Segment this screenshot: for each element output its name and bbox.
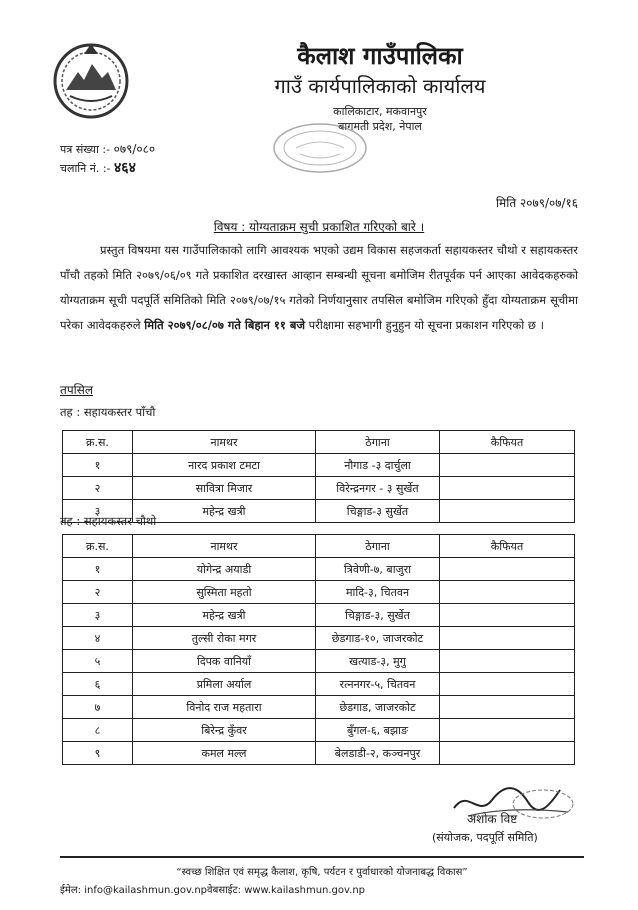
col-address-header: ठेगाना — [316, 535, 440, 558]
table-row — [63, 719, 575, 742]
dispatch-number-label: चलानि नं. :- — [60, 162, 111, 175]
office-name: कैलाश गाउँपालिका — [297, 42, 463, 70]
website-label: वेबसाईट: — [207, 885, 241, 896]
col-remarks-header: कैफियत — [440, 535, 575, 558]
office-stamp — [270, 120, 370, 176]
footer-divider — [60, 856, 584, 858]
letter-date: मिति २०७९/०७/१६ — [495, 196, 578, 210]
cell-remarks — [440, 719, 575, 742]
cell-address: चिङ्गाड-३, सुर्खेत — [316, 604, 440, 627]
cell-name: महेन्द्र खत्री — [133, 500, 316, 523]
cell-remarks — [440, 558, 575, 581]
cell-sn: २ — [63, 477, 133, 500]
notice-body — [60, 238, 578, 338]
cell-address: नौगाड -३ दार्चुला — [316, 454, 440, 477]
cell-name: सुस्मिता महतो — [133, 581, 316, 604]
tier-1-label: तह : सहायकस्तर पाँचौ — [60, 405, 156, 419]
cell-sn: २ — [63, 581, 133, 604]
subject-text: विषय : योग्यताक्रम सुची प्रकाशित गरिएको बारे । — [213, 220, 425, 234]
cell-remarks — [440, 673, 575, 696]
cell-address: खत्याड-३, मुगु — [316, 650, 440, 673]
cell-remarks — [440, 581, 575, 604]
subject-line — [0, 218, 638, 235]
email-link[interactable]: info@kailashmun.gov.np — [84, 885, 208, 896]
cell-address: चिङ्गाड-३ सुर्खेत — [316, 500, 440, 523]
office-subtitle: गाउँ कार्यपालिकाको कार्यालय — [274, 74, 486, 98]
cell-remarks — [440, 604, 575, 627]
cell-remarks — [440, 500, 575, 523]
cell-address: बुँगल-६, बझाङ — [316, 719, 440, 742]
signer-name: अशोक विष्ट — [467, 812, 518, 826]
cell-name: नारद प्रकाश टमटा — [133, 454, 316, 477]
table-row — [63, 673, 575, 696]
body-text-1: प्रस्तुत विषयमा यस गाउँपालिकाको लागि आवश्यक भएको उद्यम विकास सहजकर्ता सहायकस्तर चौथो र सहायकस्तर पाँचौ तहको मिति २०७९/०६/०९ गते प्रकाशित दरखास्त आव्हान सम्बन्धी सूचना बमोजिम रीतपूर्वक पर्न आएका आवेदकहरुको योग्यताक्रम सूची पदपूर्ति समितिको मिति २०७९/०७/१५ गतेको निर्णयानुसार तपसिल बमोजिम गरिएको हुँदा योग्यताक्रम सूचीमा परेका आवेदकहरुले — [60, 243, 578, 332]
table-row — [63, 581, 575, 604]
emblem-logo — [50, 40, 132, 122]
dispatch-number-value: ४६४ — [114, 160, 136, 176]
office-address: कालिकाटार, मकवानपुर — [333, 105, 427, 118]
cell-address: मादि-३, चितवन — [316, 581, 440, 604]
cell-address: त्रिवेणी-७, बाजुरा — [316, 558, 440, 581]
cell-sn: ४ — [63, 627, 133, 650]
col-sn-header: क्र.स. — [63, 431, 133, 454]
col-name-header: नामथर — [133, 431, 316, 454]
cell-sn: १ — [63, 558, 133, 581]
col-remarks-header: कैफियत — [440, 431, 575, 454]
cell-sn: ५ — [63, 650, 133, 673]
cell-sn: ७ — [63, 696, 133, 719]
col-name-header: नामथर — [133, 535, 316, 558]
cell-sn: ८ — [63, 719, 133, 742]
body-text-2: परीक्षामा सहभागी हुनुहुन यो सूचना प्रकाशन गरिएको छ । — [304, 318, 544, 332]
email-label: ईमेल: — [60, 885, 82, 896]
table-row — [63, 627, 575, 650]
office-province: बागमती प्रदेश, नेपाल — [338, 120, 422, 133]
letter-number-label: पत्र संख्या :- — [60, 143, 111, 156]
tier-1-table — [62, 430, 575, 523]
signer-role: (संयोजक, पदपूर्ति समिति) — [432, 831, 538, 844]
cell-name: बिरेन्द्र कुँवर — [133, 719, 316, 742]
cell-remarks — [440, 477, 575, 500]
dispatch-number — [60, 158, 136, 177]
cell-name: दिपक वानियाँ — [133, 650, 316, 673]
cell-address: विरेन्द्रनगर - ३ सुर्खेत — [316, 477, 440, 500]
table-header-row — [63, 431, 575, 454]
col-sn-header: क्र.स. — [63, 535, 133, 558]
letter-number-value: ०७९/०८० — [113, 142, 156, 156]
tier-2-label: तह : सहायकस्तर चौथो — [60, 514, 157, 528]
col-address-header: ठेगाना — [316, 431, 440, 454]
details-heading: तपसिल — [60, 383, 94, 397]
cell-name: विनोद राज महतारा — [133, 696, 316, 719]
cell-address: छेडगाड, जाजरकोट — [316, 696, 440, 719]
letter-number — [60, 140, 155, 157]
cell-sn: १ — [63, 454, 133, 477]
footer-contact — [60, 882, 365, 896]
cell-remarks — [440, 454, 575, 477]
table-row — [63, 477, 575, 500]
cell-name: महेन्द्र खत्री — [133, 604, 316, 627]
table-row — [63, 604, 575, 627]
cell-remarks — [440, 650, 575, 673]
website-link[interactable]: www.kailashmun.gov.np — [244, 885, 366, 896]
cell-remarks — [440, 627, 575, 650]
table-row — [63, 650, 575, 673]
footer-slogan: “स्वच्छ शिक्षित एवं समृद्ध कैलाश, कृषि, पर्यटन र पुर्वाधारको योजनाबद्ध विकास” — [176, 867, 468, 878]
tier-2-table — [62, 534, 575, 765]
cell-sn: ३ — [63, 500, 133, 523]
cell-address: रत्ननगर-५, चितवन — [316, 673, 440, 696]
cell-remarks — [440, 696, 575, 719]
table-row — [63, 696, 575, 719]
exam-datetime: मिति २०७९/०८/०७ गते बिहान ११ बजे — [144, 318, 305, 332]
cell-name: योगेन्द्र अयाडी — [133, 558, 316, 581]
cell-address: छेडगाड-१०, जाजरकोट — [316, 627, 440, 650]
cell-address: बेलडाडी-२, कञ्चनपुर — [316, 742, 440, 765]
cell-sn: ६ — [63, 673, 133, 696]
table-row — [63, 742, 575, 765]
cell-name: कमल मल्ल — [133, 742, 316, 765]
cell-sn: ९ — [63, 742, 133, 765]
cell-name: तुल्सी रोका मगर — [133, 627, 316, 650]
cell-sn: ३ — [63, 604, 133, 627]
cell-name: प्रमिला अर्याल — [133, 673, 316, 696]
table-header-row — [63, 535, 575, 558]
cell-remarks — [440, 742, 575, 765]
cell-name: सावित्रा मिजार — [133, 477, 316, 500]
table-row — [63, 558, 575, 581]
table-row — [63, 454, 575, 477]
office-header — [150, 40, 610, 134]
